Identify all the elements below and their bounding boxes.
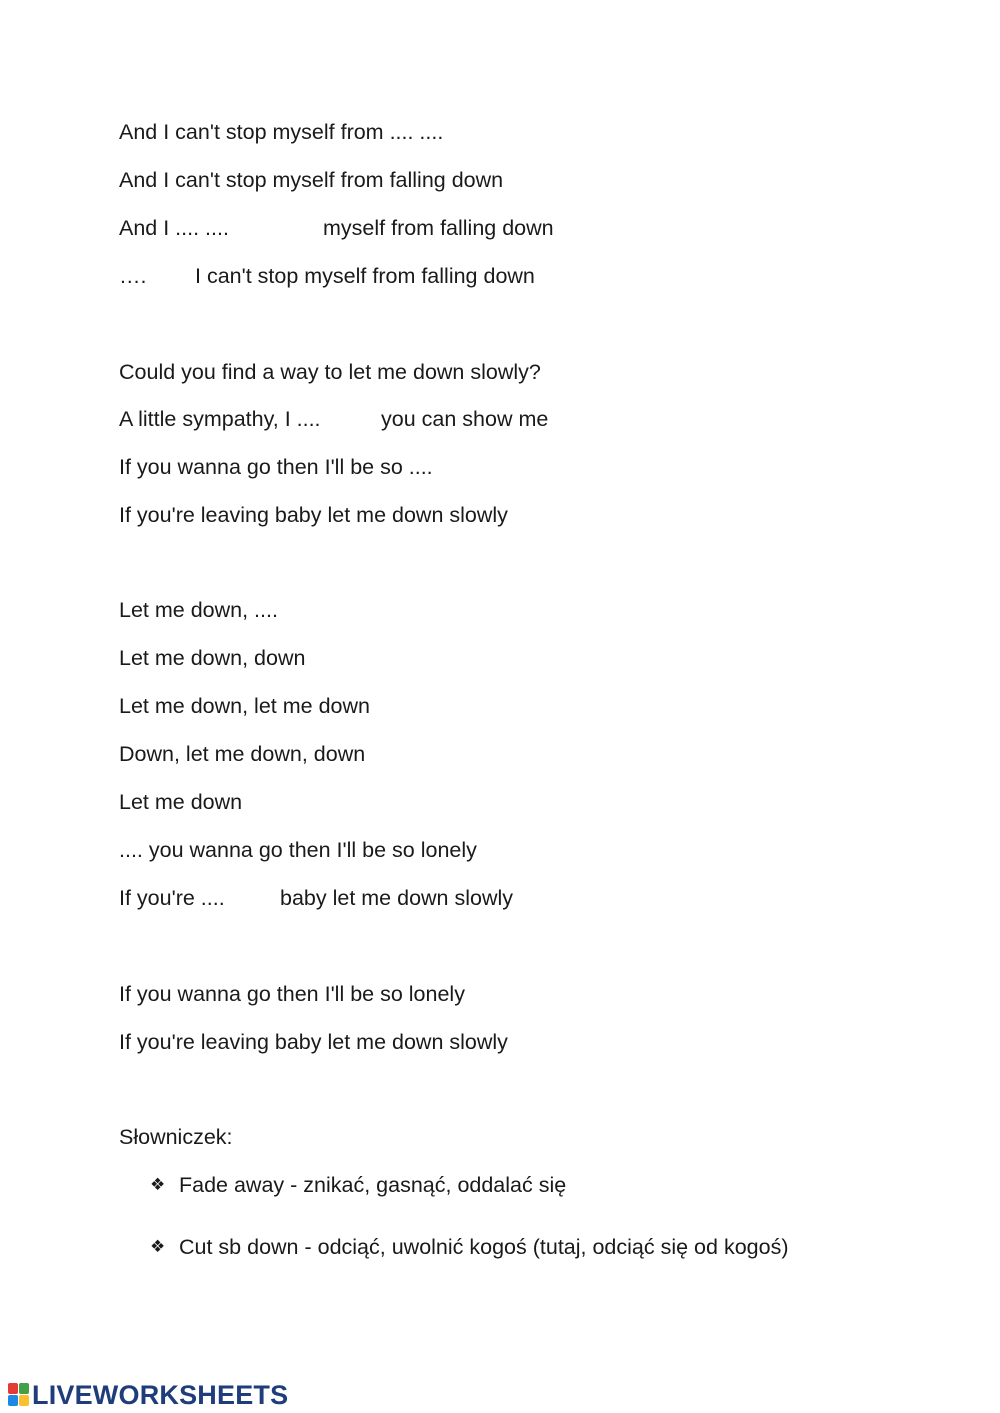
glossary-item-text: Cut sb down - odciąć, uwolnić kogoś (tutaj, odciąć się od kogoś) — [179, 1235, 789, 1259]
glossary-item — [150, 1172, 970, 1198]
logo-blocks-icon — [8, 1383, 30, 1407]
lyric-line: If you wanna go then I'll be so .... — [119, 455, 433, 479]
glossary-item-text: Fade away - znikać, gasnąć, oddalać się — [179, 1173, 567, 1197]
lyric-line: If you're leaving baby let me down slowly — [119, 503, 508, 527]
lyric-line: And I can't stop myself from falling down — [119, 168, 504, 192]
lyric-segment: you can show me — [381, 407, 549, 431]
lyric-line: And I can't stop myself from .... .... — [119, 120, 444, 144]
lyric-line: Down, let me down, down — [119, 742, 366, 766]
lyric-segment: And I .... .... — [119, 216, 229, 240]
liveworksheets-logo — [8, 1380, 288, 1410]
lyric-line: If you're leaving baby let me down slowly — [119, 1030, 508, 1054]
lyric-segment: I can't stop myself from falling down — [195, 264, 535, 288]
diamond-dots-icon: ❖ — [150, 1237, 166, 1257]
lyric-line — [119, 215, 599, 241]
lyric-line — [119, 406, 599, 432]
lyric-line: Let me down, let me down — [119, 694, 370, 718]
lyric-segment: A little sympathy, I .... — [119, 407, 321, 431]
lyric-segment: …. — [119, 264, 147, 288]
lyric-line: .... you wanna go then I'll be so lonely — [119, 838, 477, 862]
brand-name: LIVEWORKSHEETS — [32, 1380, 289, 1410]
lyric-segment: myself from falling down — [323, 216, 554, 240]
glossary-heading: Słowniczek: — [119, 1125, 233, 1149]
lyric-line: Could you find a way to let me down slowly? — [119, 360, 541, 384]
lyric-line: Let me down — [119, 790, 243, 814]
lyric-line: Let me down, .... — [119, 598, 278, 622]
lyric-line: If you wanna go then I'll be so lonely — [119, 982, 465, 1006]
lyric-line: Let me down, down — [119, 646, 306, 670]
glossary-item — [150, 1234, 970, 1260]
lyric-line — [119, 263, 599, 289]
lyric-segment: baby let me down slowly — [280, 886, 514, 910]
diamond-dots-icon: ❖ — [150, 1175, 166, 1195]
lyric-line — [119, 885, 599, 911]
lyric-segment: If you're .... — [119, 886, 225, 910]
